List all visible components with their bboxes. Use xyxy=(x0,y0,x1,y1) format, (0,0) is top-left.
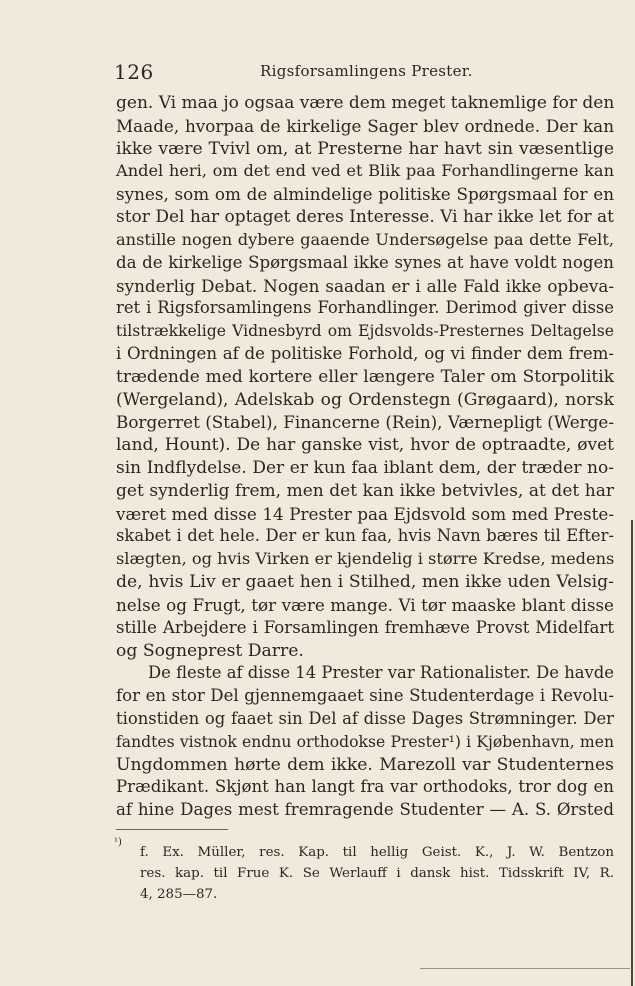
text-line: sin Indflydelse. Der er kun faa iblant dem, der træder no- xyxy=(116,458,614,478)
text-line: nelse og Frugt, tør være mange. Vi tør maaske blant disse xyxy=(116,594,614,615)
text-line: De fleste af disse 14 Prester var Rationalister. De havde xyxy=(148,663,614,683)
footnote-rule xyxy=(116,829,228,830)
footnote-mark: ¹) xyxy=(114,837,122,848)
text-line: synes, som om de almindelige politiske Spørgsmaal for en xyxy=(116,184,614,205)
text-line: get synderlig frem, men det kan ikke betvivles, at det har xyxy=(116,480,614,501)
text-line: slægten, og hvis Virken er kjendelig i større Kredse, medens xyxy=(116,549,615,569)
text-line: af hine Dages mest fremragende Studenter — A. S. Ørsted xyxy=(116,800,614,820)
footnote-line: res. kap. til Frue K. Se Werlauff i dansk hist. Tidsskrift IV, R. xyxy=(140,866,614,881)
text-line: fandtes vistnok endnu orthodokse Prester¹) i Kjøbenhavn, men xyxy=(116,732,614,751)
text-line: (Wergeland), Adelskab og Ordenstegn (Grøgaard), norsk xyxy=(116,389,614,410)
text-line: stor Del har optaget deres Interesse. Vi har ikke let for at xyxy=(116,207,614,228)
text-line: Maade, hvorpaa de kirkelige Sager blev ordnede. Der kan xyxy=(116,115,614,136)
page-curl-line xyxy=(420,968,630,969)
text-line: synderlig Debat. Nogen saadan er i alle Fald ikke opbeva- xyxy=(116,275,614,296)
running-head: Rigsforsamlingens Prester. xyxy=(260,62,473,80)
text-line: land, Hount). De har ganske vist, hvor de optraadte, øvet xyxy=(116,435,614,456)
page-edge-shadow xyxy=(631,520,633,986)
text-line: Ungdommen hørte dem ikke. Marezoll var Studenternes xyxy=(116,754,614,775)
text-line: ikke være Tvivl om, at Presterne har havt sin væsentlige xyxy=(116,138,614,159)
text-line: da de kirkelige Spørgsmaal ikke synes at have voldt nogen xyxy=(116,252,614,272)
text-line: tilstrækkelige Vidnesbyrd om Ejdsvolds-Presternes Deltagelse xyxy=(116,322,614,341)
text-line: stille Arbejdere i Forsamlingen fremhæve Provst Midelfart xyxy=(116,617,614,637)
text-line: Andel heri, om det end ved et Blik paa Forhandlingerne kan xyxy=(116,161,614,181)
body-text xyxy=(116,92,614,822)
footnote-line: 4, 285—87. xyxy=(140,887,218,902)
text-line: Prædikant. Skjønt han langt fra var orthodoks, tror dog en xyxy=(116,777,614,797)
text-line: gen. Vi maa jo ogsaa være dem meget taknemlige for den xyxy=(116,93,615,113)
text-line: tionstiden og faaet sin Del af disse Dages Strømninger. Der xyxy=(116,708,614,728)
text-line: for en stor Del gjennemgaaet sine Studenterdage i Revolu- xyxy=(116,686,614,706)
text-line: de, hvis Liv er gaaet hen i Stilhed, men ikke uden Velsig- xyxy=(116,572,614,593)
footnote xyxy=(114,837,614,905)
page-number: 126 xyxy=(114,60,154,84)
text-line: anstille nogen dybere gaaende Undersøgelse paa dette Felt, xyxy=(116,229,614,249)
text-line: været med disse 14 Prester paa Ejdsvold som med Preste- xyxy=(116,503,614,524)
text-line: og Sogneprest Darre. xyxy=(116,640,304,661)
text-line: ret i Rigsforsamlingens Forhandlinger. Derimod giver disse xyxy=(116,298,614,318)
text-line: Borgerret (Stabel), Financerne (Rein), Værnepligt (Werge- xyxy=(116,412,614,433)
footnote-line: f. Ex. Müller, res. Kap. til hellig Geist. K., J. W. Bentzon xyxy=(140,845,614,860)
text-line: skabet i det hele. Der er kun faa, hvis Navn bæres til Efter- xyxy=(116,526,614,546)
text-line: trædende med kortere eller længere Taler om Storpolitik xyxy=(116,366,614,387)
text-line: i Ordningen af de politiske Forhold, og vi finder dem frem- xyxy=(116,343,614,363)
